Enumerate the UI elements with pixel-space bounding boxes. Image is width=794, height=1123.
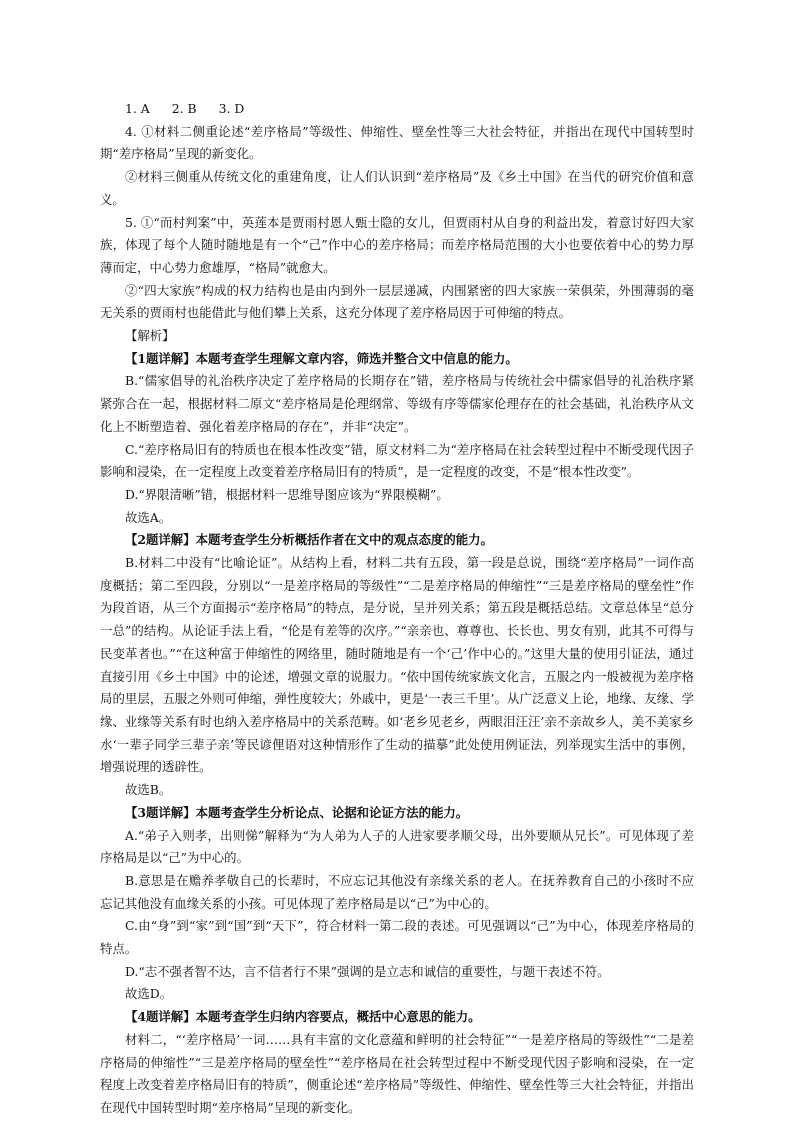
section-heading: 【1题详解】本题考查学生理解文章内容，筛选并整合文中信息的能力。 [125,350,518,366]
paragraph: 故选D。 [125,986,173,1002]
paragraph: 5. ①“而村判案”中，英莲本是贾雨村恩人甄士隐的女儿，但贾雨村从自身的利益出发，着意讨好四大家族，体现了每个人随时随地是有一个“己”作中心的差序格局；而差序格局范围的大小也要依着中心的势力厚薄而定，中心势力愈雄厚，“格局”就愈大。 [100,214,694,275]
answer-body [100,121,694,1120]
paragraph: 材料二，“‘差序格局’一词……具有丰富的文化意蕴和鲜明的社会特征”“一是差序格局的等级性”“二是差序格局的伸缩性”“三是差序格局的壁垒性”“差序格局在社会转型过程中不断受现代因子影响和浸染，在一定程度上改变着差序格局旧有的特质”，侧重论述“差序格局”等级性、伸缩性、壁垒性等三大社会特征，并指出在现代中国转型时期“差序格局”呈现的新变化。 [100,1031,694,1115]
answer-1: 1. A [125,101,150,116]
section-heading: 【3题详解】本题考查学生分析论点、论据和论证方法的能力。 [125,804,469,820]
paragraph: C.由“身”到“家”到“国”到“天下”，符合材料一第二段的表述。可见强调以“己”为中心，体现差序格局的特点。 [100,918,694,957]
paragraph: ②材料三侧重从传统文化的重建角度，让人们认识到“差序格局”及《乡土中国》在当代的研究价值和意义。 [100,169,694,207]
section-heading: 【4题详解】本题考查学生归纳内容要点，概括中心意思的能力。 [125,1009,481,1025]
answer-2: 2. B [171,101,197,116]
paragraph: 4. ①材料二侧重论述“差序格局”等级性、伸缩性、壁垒性等三大社会特征，并指出在现代中国转型时期“差序格局”呈现的新变化。 [100,123,694,162]
paragraph: C.“差序格局旧有的特质也在根本性改变”错，原文材料二为“差序格局在社会转型过程中不断受现代因子影响和浸染，在一定程度上改变着差序格局旧有的特质”，是一定程度的改变，不是“根本性改变”。 [100,441,694,480]
section-heading: 【2题详解】本题考查学生分析概括作者在文中的观点态度的能力。 [125,532,493,548]
paragraph: 故选B。 [125,782,172,798]
answer-key-line [100,98,694,121]
paragraph: B.意思是在赡养孝敬自己的长辈时，不应忘记其他没有亲缘关系的老人。在抚养教育自己的小孩时不应忘记其他没有血缘关系的小孩。可见体现了差序格局是以“己”为中心的。 [100,872,694,911]
answer-3: 3. D [218,101,245,116]
paragraph: D.“界限清晰”错，根据材料一思维导图应该为“界限模糊”。 [125,486,449,502]
paragraph: 【解析】 [125,328,175,344]
paragraph: B.“儒家倡导的礼治秩序决定了差序格局的长期存在”错，差序格局与传统社会中儒家倡导的礼治秩序紧紧弥合在一起，根据材料二原文“差序格局是伦理纲常、等级有序等儒家伦理存在的社会基础，礼治秩序从文化上不断塑造着、强化着差序格局的存在”，并非“决定”。 [100,373,694,434]
paragraph: 故选A。 [125,509,172,525]
paragraph: B.材料二中没有“比喻论证”。从结构上看，材料二共有五段，第一段是总说，围绕“差序格局”一词作高度概括；第二至四段，分别以“一是差序格局的等级性”“二是差序格局的伸缩性”“三是差序格局的壁垒性”作为段首语，从三个方面揭示“差序格局”的特点，是分说，呈并列关系；第五段是概括总结。文章总体呈“总分一总”的结构。从论证手法上看，“伦是有差等的次序。”“亲亲也、尊尊也、长长也、男女有别，此其不可得与民变革者也。”“在这种富于伸缩性的网络里，随时随地是有一个‘己’作中心的。”这里大量的使用引证法，通过直接引用《乡土中国》中的论述，增强文章的说服力。“依中国传统家族文化言，五服之内一般被视为差序格局的里层，五服之外则可伸缩，弹性度较大；外戚中，更是‘一表三千里’。从广泛意义上论，地缘、友缘、学缘、业缘等关系有时也纳入差序格局中的关系范畴。如‘老乡见老乡，两眼泪汪汪’亲不亲故乡人，美不美家乡水‘一辈子同学三辈子亲’等民谚俚语对这种情形作了生动的描摹”此处使用例证法，列举现实生活中的事例，增强说理的透辟性。 [100,555,694,775]
paragraph: A.“弟子入则孝，出则悌”解释为“为人弟为人子的人进家要孝顺父母，出外要顺从兄长”。可见体现了差序格局是以“己”为中心的。 [100,827,694,866]
paragraph: D.“志不强者智不达，言不信者行不果”强调的是立志和诚信的重要性，与题干表述不符。 [125,963,610,979]
paragraph: ②“四大家族”构成的权力结构也是由内到外一层层递减，内围紧密的四大家族一荣俱荣，外围薄弱的毫无关系的贾雨村也能借此与他们攀上关系，这充分体现了差序格局因于可伸缩的特点。 [100,282,694,321]
